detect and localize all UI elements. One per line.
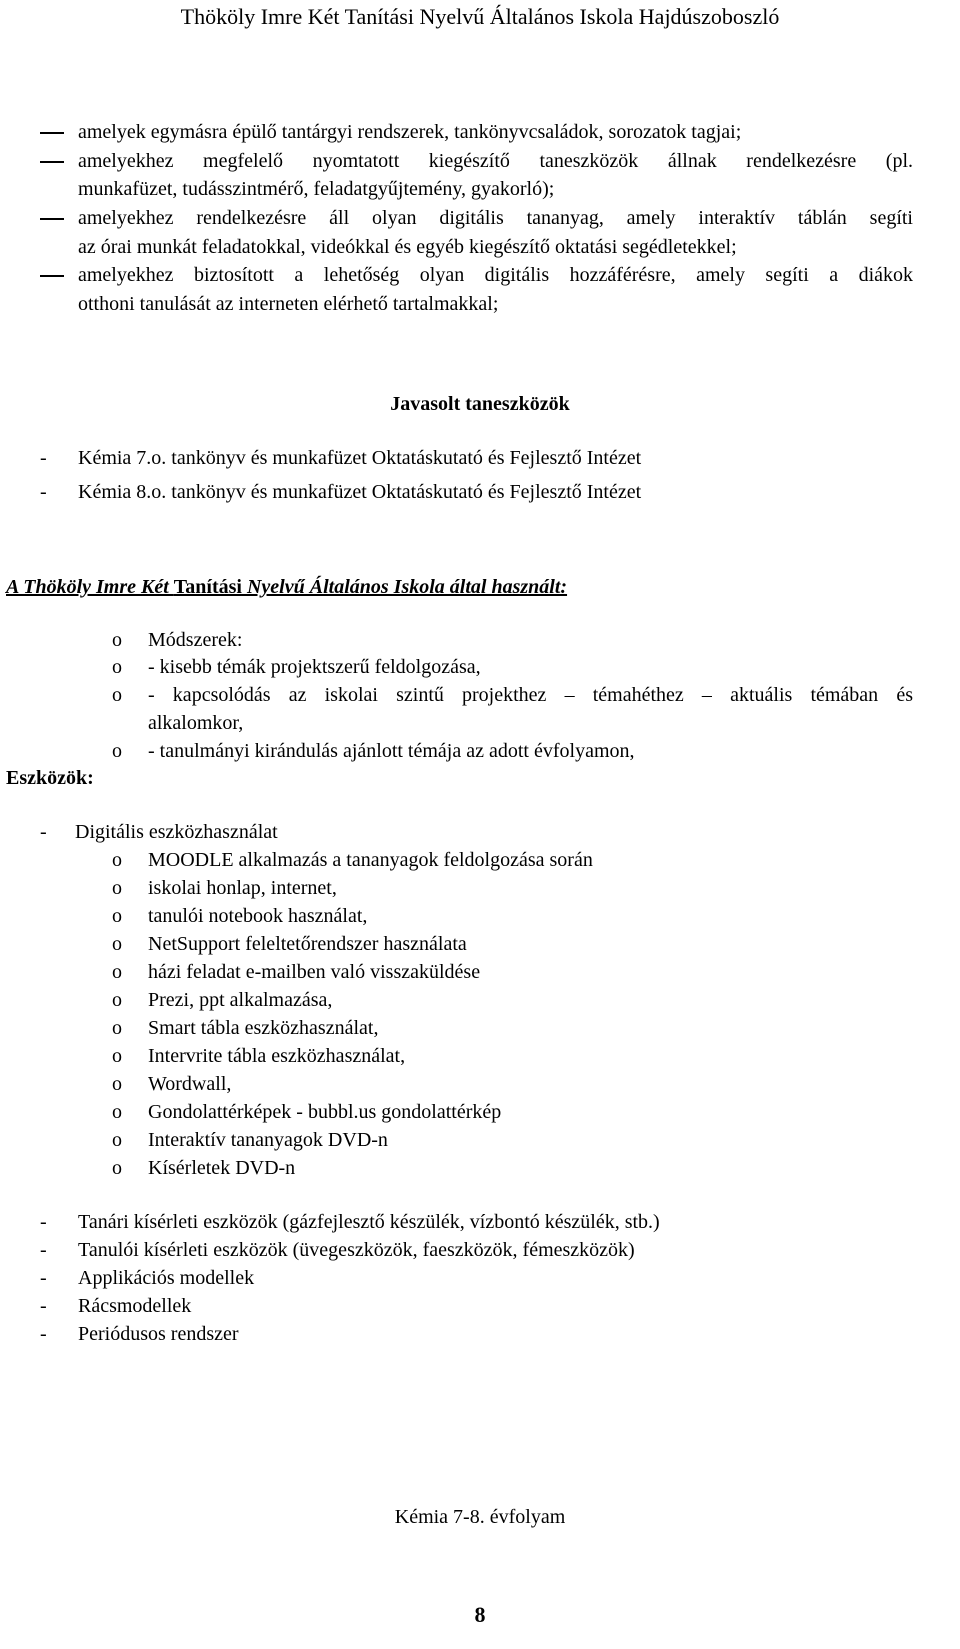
circle-bullet: o <box>112 877 122 899</box>
circle-bullet: o <box>112 905 122 927</box>
circle-bullet: o <box>112 1073 122 1095</box>
list-item: Smart tábla eszközhasználat, <box>148 1017 379 1039</box>
circle-bullet: o <box>112 961 122 983</box>
list-item: amelyek egymásra épülő tantárgyi rendszerek, tankönyvcsaládok, sorozatok tagjai; <box>78 121 742 143</box>
page-header-title: Thököly Imre Két Tanítási Nyelvű Általános Iskola Hajdúszoboszló <box>180 4 780 29</box>
methods-title: Módszerek: <box>148 629 243 651</box>
circle-bullet: o <box>112 1129 122 1151</box>
circle-bullet: o <box>112 740 122 762</box>
list-item: Periódusos rendszer <box>78 1323 239 1345</box>
circle-bullet: o <box>112 684 122 706</box>
page-number: 8 <box>474 1602 486 1627</box>
hyphen-bullet: - <box>40 1295 47 1317</box>
circle-bullet: o <box>112 933 122 955</box>
recommended-title: Javasolt taneszközök <box>390 393 570 415</box>
list-item: tanulói notebook használat, <box>148 905 368 927</box>
hyphen-bullet: - <box>40 821 47 843</box>
list-item: Wordwall, <box>148 1073 232 1095</box>
circle-bullet: o <box>112 849 122 871</box>
hyphen-bullet: - <box>40 1323 47 1345</box>
list-item: Gondolattérképek - bubbl.us gondolattérkép <box>148 1101 502 1123</box>
list-item: Intervrite tábla eszközhasználat, <box>148 1045 406 1067</box>
list-item: Kísérletek DVD-n <box>148 1157 296 1179</box>
circle-bullet: o <box>112 1017 122 1039</box>
dash-bullet <box>40 132 64 134</box>
dash-bullet <box>40 161 64 163</box>
tools-heading: Eszközök: <box>6 767 94 789</box>
list-item: házi feladat e-mailben való visszaküldése <box>148 961 481 983</box>
footer-subject: Kémia 7-8. évfolyam <box>394 1506 566 1528</box>
hyphen-bullet: - <box>40 1267 47 1289</box>
used-heading: A Thököly Imre Két Tanítási Nyelvű Általános Iskola által használt: <box>6 576 568 598</box>
list-item: iskolai honlap, internet, <box>148 877 337 899</box>
method-item: - kapcsolódás az iskolai szintű projekthez – témahéthez – aktuális témában és <box>148 684 913 706</box>
hyphen-bullet: - <box>40 1211 47 1233</box>
circle-bullet: o <box>112 1101 122 1123</box>
list-item: amelyekhez rendelkezésre áll olyan digitális tananyag, amely interaktív táblán segíti <box>78 207 913 229</box>
circle-bullet: o <box>112 1157 122 1179</box>
list-item: amelyekhez biztosított a lehetőség olyan digitális hozzáférésre, amely segíti a diákok <box>78 264 913 286</box>
circle-bullet: o <box>112 629 122 651</box>
list-item-continuation: otthoni tanulását az interneten elérhető tartalmakkal; <box>78 293 499 315</box>
method-item: - tanulmányi kirándulás ajánlott témája az adott évfolyamon, <box>148 740 635 762</box>
list-item: Tanulói kísérleti eszközök (üvegeszközök, faeszközök, fémeszközök) <box>78 1239 635 1261</box>
list-item: NetSupport feleltetőrendszer használata <box>148 933 467 955</box>
hyphen-bullet: - <box>40 447 47 469</box>
list-item: Applikációs modellek <box>78 1267 255 1289</box>
method-item-continuation: alkalomkor, <box>148 712 244 734</box>
recommended-item: Kémia 8.o. tankönyv és munkafüzet Oktatáskutató és Fejlesztő Intézet <box>78 481 642 503</box>
list-item: MOODLE alkalmazás a tananyagok feldolgozása során <box>148 849 593 871</box>
hyphen-bullet: - <box>40 1239 47 1261</box>
list-item: Tanári kísérleti eszközök (gázfejlesztő készülék, vízbontó készülék, stb.) <box>78 1211 660 1233</box>
hyphen-bullet: - <box>40 481 47 503</box>
digital-title: Digitális eszközhasználat <box>75 821 278 843</box>
dash-bullet <box>40 218 64 220</box>
circle-bullet: o <box>112 1045 122 1067</box>
list-item: Prezi, ppt alkalmazása, <box>148 989 333 1011</box>
circle-bullet: o <box>112 989 122 1011</box>
dash-bullet <box>40 275 64 277</box>
method-item: - kisebb témák projektszerű feldolgozása, <box>148 656 481 678</box>
list-item: Rácsmodellek <box>78 1295 192 1317</box>
list-item: Interaktív tananyagok DVD-n <box>148 1129 388 1151</box>
list-item-continuation: az órai munkát feladatokkal, videókkal és egyéb kiegészítő oktatási segédletekkel; <box>78 236 737 258</box>
recommended-item: Kémia 7.o. tankönyv és munkafüzet Oktatáskutató és Fejlesztő Intézet <box>78 447 642 469</box>
list-item: amelyekhez megfelelő nyomtatott kiegészítő taneszközök állnak rendelkezésre (pl. <box>78 150 913 172</box>
circle-bullet: o <box>112 656 122 678</box>
list-item-continuation: munkafüzet, tudásszintmérő, feladatgyűjtemény, gyakorló); <box>78 178 555 200</box>
